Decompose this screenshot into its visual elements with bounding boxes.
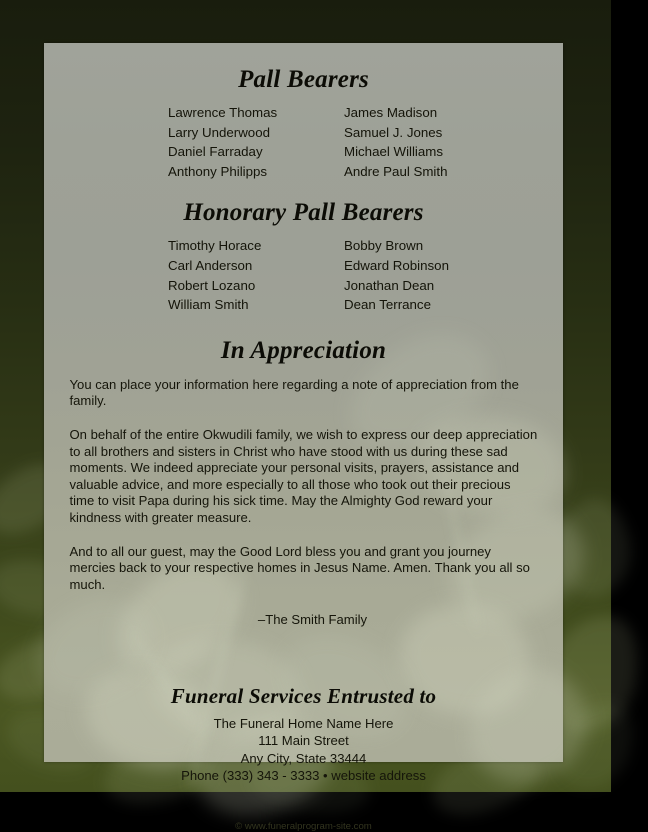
list-item: Dean Terrance xyxy=(344,297,431,313)
honorary-pall-bearers-row xyxy=(44,236,563,314)
pall-bearers-left-column xyxy=(168,103,344,181)
appreciation-signature: –The Smith Family xyxy=(257,612,368,628)
list-item: William Smith xyxy=(168,297,249,313)
honorary-pall-bearers-left-column xyxy=(168,236,344,314)
honorary-pall-bearers-list xyxy=(44,236,563,314)
honorary-pall-bearers-heading: Honorary Pall Bearers xyxy=(183,199,424,227)
list-item: James Madison xyxy=(344,105,438,120)
appreciation-body xyxy=(70,365,538,629)
pall-bearers-list xyxy=(44,103,563,181)
in-appreciation-heading: In Appreciation xyxy=(220,336,387,364)
pall-bearers-right-column xyxy=(344,103,534,181)
list-item: Andre Paul Smith xyxy=(344,163,448,179)
list-item: Larry Underwood xyxy=(168,124,270,140)
list-item: Timothy Horace xyxy=(168,238,262,254)
list-item: Jonathan Dean xyxy=(344,277,435,293)
list-item: Lawrence Thomas xyxy=(168,105,278,120)
funeral-home-phone-website: Phone (333) 343 - 3333 • website address xyxy=(181,768,426,784)
document-panel xyxy=(44,43,563,832)
pall-bearers-row xyxy=(44,103,563,181)
list-item: Carl Anderson xyxy=(168,257,253,273)
list-item: Edward Robinson xyxy=(344,257,449,273)
appreciation-lead-text: You can place your information here regarding a note of appreciation from the family. xyxy=(69,376,519,409)
list-item: Michael Williams xyxy=(344,144,443,160)
list-item: Anthony Philipps xyxy=(168,163,268,179)
pall-bearers-heading: Pall Bearers xyxy=(238,66,369,93)
funeral-home-city-state-zip: Any City, State 33444 xyxy=(240,750,367,766)
list-item: Bobby Brown xyxy=(344,238,424,254)
list-item: Samuel J. Jones xyxy=(344,124,443,140)
honorary-pall-bearers-right-column xyxy=(344,236,534,314)
funeral-services-heading: Funeral Services Entrusted to xyxy=(170,683,437,708)
funeral-home-name: The Funeral Home Name Here xyxy=(213,715,394,731)
panel-content xyxy=(44,43,563,832)
copyright-notice: © www.funeralprogram-site.com xyxy=(235,820,372,832)
appreciation-paragraph-2: And to all our guest, may the Good Lord bless you and grant you journey mercies back to your respective homes in Jesus Name. Amen. Thank you all so much. xyxy=(69,543,530,592)
funeral-services-block xyxy=(44,678,563,785)
list-item: Robert Lozano xyxy=(168,277,256,293)
list-item: Daniel Farraday xyxy=(168,144,263,160)
appreciation-paragraph-1: On behalf of the entire Okwudili family, we wish to express our deep appreciation to all brothers and sisters in Christ who have stood with us during these sad moments. We indeed appreciate your personal visits, prayers, assistance and valuable advice, and more especially to all those who took out their precious time to visit Papa during his sick time. May the Almighty God reward your kindness with greater measure. xyxy=(69,426,538,525)
funeral-home-street: 111 Main Street xyxy=(258,733,349,749)
